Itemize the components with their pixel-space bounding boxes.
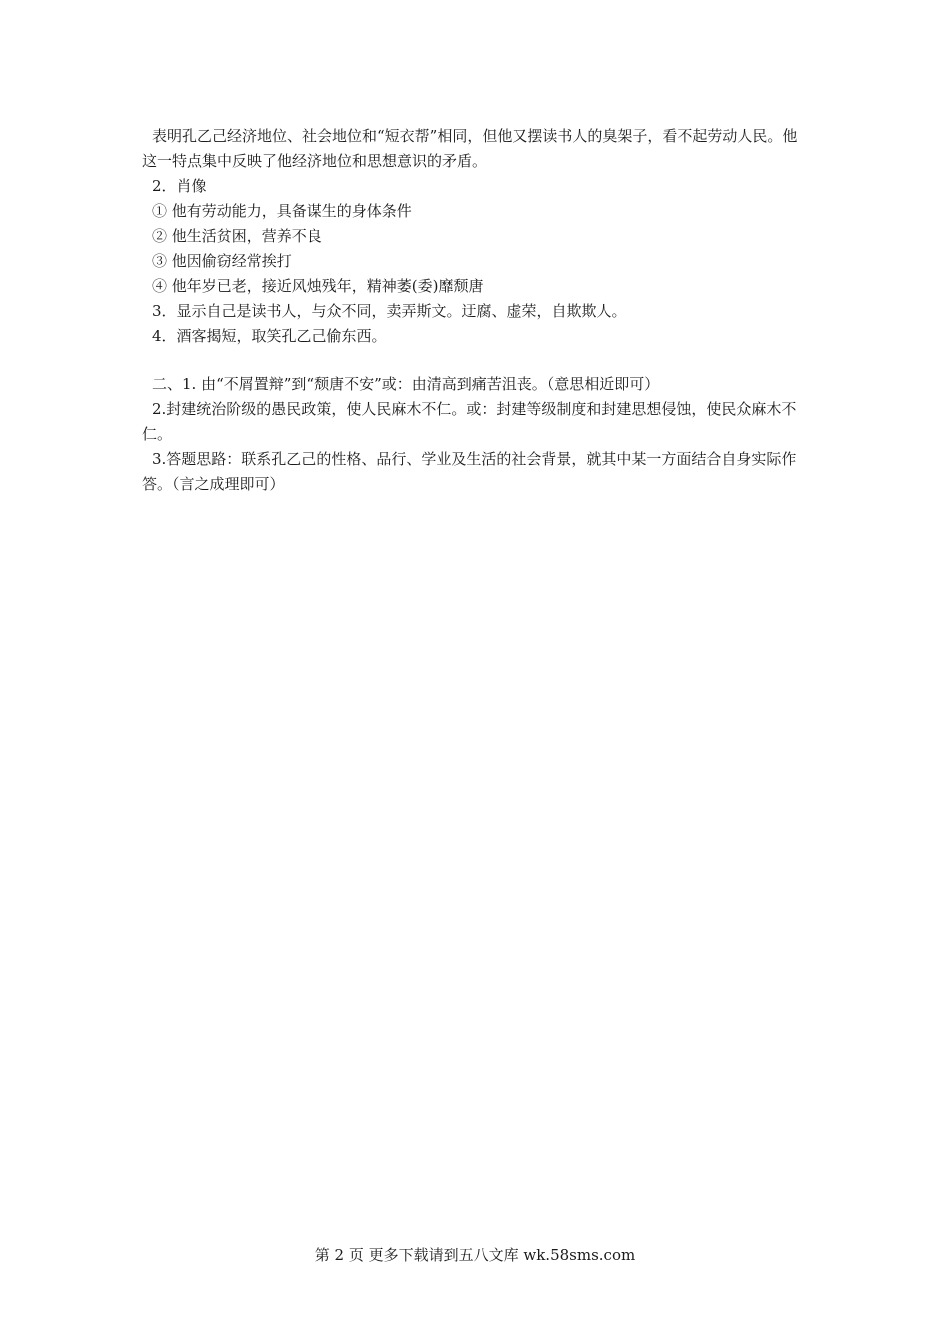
section-two-item-3: 3.答题思路：联系孔乙己的性格、品行、学业及生活的社会背景，就其中某一方面结合自身实际作答。（言之成理即可）	[142, 450, 797, 493]
page-footer: 第 2 页 更多下载请到五八文库 wk.58sms.com	[314, 1246, 636, 1264]
portrait-point-2: ② 他生活贫困，营养不良	[152, 227, 322, 245]
answer-item-3: 3．显示自己是读书人，与众不同，卖弄斯文。迂腐、虚荣，自欺欺人。	[152, 302, 627, 320]
portrait-point-3: ③ 他因偷窃经常挨打	[152, 252, 292, 270]
answer-item-4: 4．酒客揭短，取笑孔乙己偷东西。	[152, 327, 387, 345]
section-spacer	[142, 349, 808, 372]
portrait-point-4: ④ 他年岁已老，接近风烛残年，精神萎(委)靡颓唐	[152, 277, 484, 295]
portrait-point-1: ① 他有劳动能力，具备谋生的身体条件	[152, 202, 412, 220]
intro-paragraph: 表明孔乙己经济地位、社会地位和“短衣帮”相同，但他又摆读书人的臭架子，看不起劳动人民。他这一特点集中反映了他经济地位和思想意识的矛盾。	[142, 127, 798, 170]
section-two-item-1: 二、1. 由“不屑置辩”到“颓唐不安”或：由清高到痛苦沮丧。（意思相近即可）	[152, 375, 660, 393]
document-body	[142, 124, 808, 497]
section-two-item-2: 2.封建统治阶级的愚民政策，使人民麻木不仁。或：封建等级制度和封建思想侵蚀，使民众麻木不仁。	[142, 400, 797, 443]
portrait-heading: 2．肖像	[152, 177, 207, 195]
